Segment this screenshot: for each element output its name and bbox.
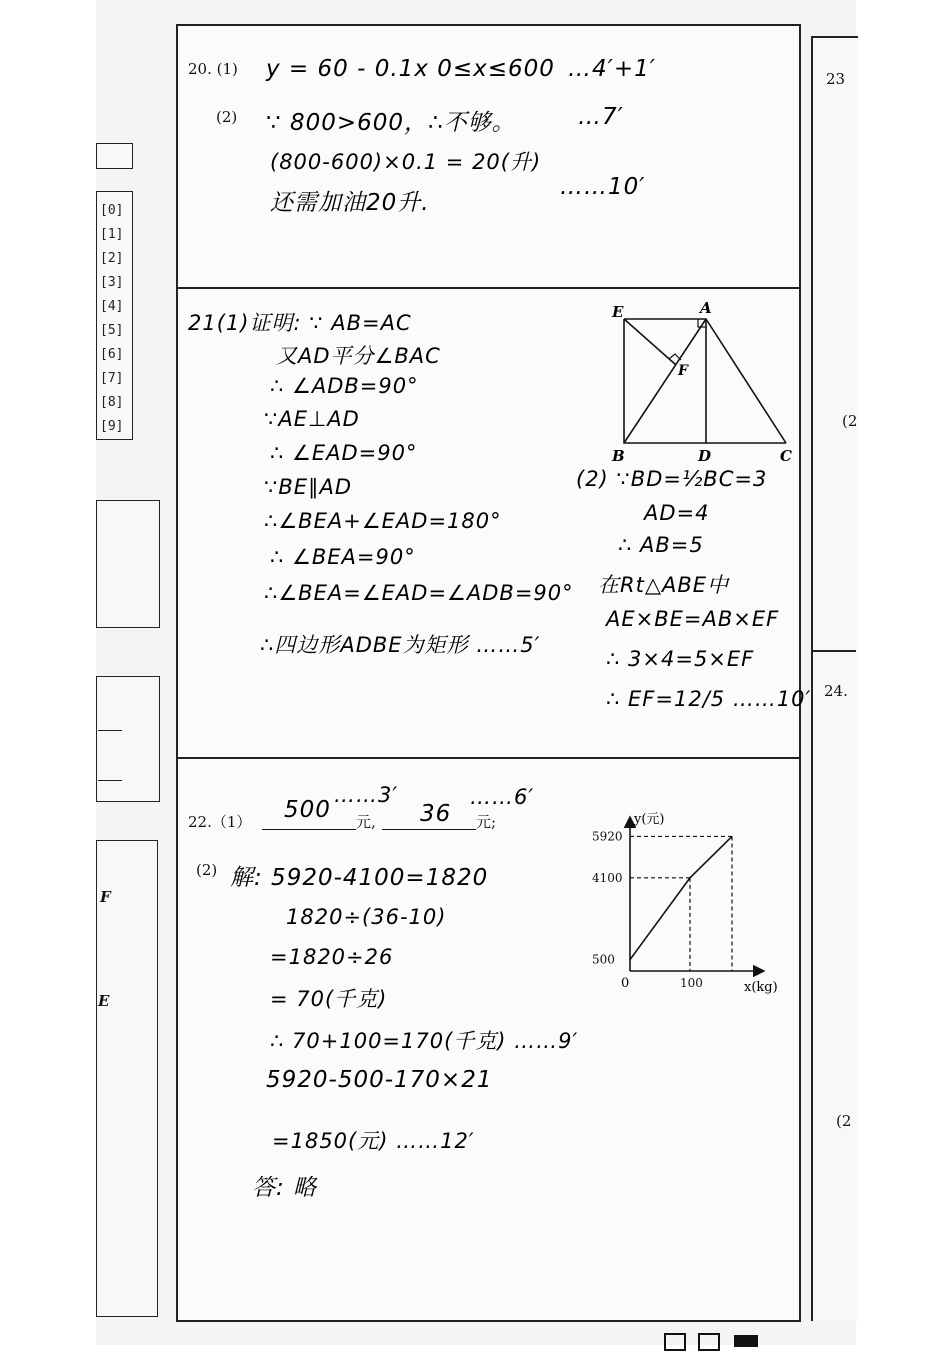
q20-line-1: y = 60 - 0.1x 0≤x≤600	[266, 56, 555, 82]
fig-label-e: E	[612, 303, 624, 321]
q21-line-10: ∴四边形ADBE为矩形 ……5′	[260, 633, 541, 657]
q22-part2-label: (2)	[196, 861, 218, 879]
q22-line-4: = 70(千克)	[270, 987, 388, 1011]
left-rule-2	[98, 780, 122, 781]
corner-marker-1	[664, 1333, 686, 1351]
q22-mark-1: ……3′	[334, 783, 399, 807]
q22-line-6: 5920-500-170×21	[266, 1067, 493, 1093]
q20-line-4: 还需加油20升.	[270, 190, 430, 216]
q21-line-1: 21(1)证明: ∵ AB=AC	[188, 311, 412, 335]
q21-part2-line-1: (2) ∵BD=½BC=3	[576, 467, 768, 491]
q20-label: 20. (1)	[188, 60, 238, 78]
q22-line-8: 答: 略	[252, 1175, 318, 1201]
corner-marker-2	[698, 1333, 720, 1351]
q22-line-1: 解: 5920-4100=1820	[230, 865, 489, 891]
bubble-6: [6]	[100, 347, 124, 362]
left-label-f: F	[100, 888, 111, 906]
fig-label-d: D	[698, 447, 712, 465]
bubble-2: [2]	[100, 251, 124, 266]
question-20	[178, 26, 799, 289]
right-label-23: 23	[826, 70, 846, 88]
right-divider	[811, 650, 856, 652]
left-box-c	[96, 840, 158, 1317]
bubble-7: [7]	[100, 371, 124, 386]
q22-line-5: ∴ 70+100=170(千克) ……9′	[270, 1029, 579, 1053]
bubble-4: [4]	[100, 299, 124, 314]
chart-origin-label: 0	[621, 976, 630, 991]
chart-series-line	[630, 836, 732, 959]
q22-blank-1	[262, 829, 356, 830]
q22-blank-2	[382, 829, 476, 830]
right-label-24: 24.	[824, 682, 848, 700]
fig-label-f: F	[678, 363, 688, 379]
chart-x-label: x(kg)	[744, 980, 778, 995]
bubble-9: [9]	[100, 419, 124, 434]
q22-line-7: =1850(元) ……12′	[272, 1129, 475, 1153]
q21-line-2: 又AD平分∠BAC	[276, 344, 441, 368]
fig-label-a: A	[700, 299, 712, 317]
q21-part2-line-6: ∴ 3×4=5×EF	[606, 647, 755, 671]
q21-line-7: ∴∠BEA+∠EAD=180°	[264, 509, 502, 533]
q21-part2-line-2: AD=4	[644, 501, 710, 525]
right-label-2b: (2	[836, 1112, 852, 1130]
chart-y-tick-label: 500	[592, 952, 615, 967]
right-label-2a: (2	[842, 412, 858, 430]
question-21	[178, 287, 812, 759]
q22-line-3: =1820÷26	[270, 945, 394, 969]
left-box-a	[96, 500, 160, 628]
left-rule-1	[98, 730, 122, 731]
fig-label-b: B	[612, 447, 625, 465]
bubble-0: [0]	[100, 203, 124, 218]
chart-y-label: y(元)	[634, 812, 665, 827]
q21-line-6: ∵BE∥AD	[264, 475, 353, 499]
chart-y-tick-label: 5920	[592, 829, 623, 844]
q20-mark-1: …4′+1′	[568, 56, 656, 82]
q20-mark-3: ……10′	[560, 174, 646, 200]
fig-label-c: C	[780, 447, 792, 465]
q21-line-3: ∴ ∠ADB=90°	[270, 374, 419, 398]
q22-answer-2: 36	[420, 801, 452, 827]
q22-price-chart	[590, 811, 790, 1001]
q21-part2-line-3: ∴ AB=5	[618, 533, 704, 557]
q22-line-2: 1820÷(36-10)	[286, 905, 447, 929]
q21-geometry-figure	[598, 295, 798, 475]
q21-line-9: ∴∠BEA=∠EAD=∠ADB=90°	[264, 581, 574, 605]
q21-part2-line-7: ∴ EF=12/5 ……10′	[606, 687, 812, 711]
q22-unit-2: 元;	[476, 813, 497, 831]
q20-part2-label: (2)	[216, 108, 238, 126]
bubble-8: [8]	[100, 395, 124, 410]
q21-line-4: ∵AE⊥AD	[264, 407, 360, 431]
q20-line-2: ∵ 800>600，∴不够。	[266, 110, 516, 136]
left-label-e: E	[98, 992, 110, 1010]
q21-line-8: ∴ ∠BEA=90°	[270, 545, 416, 569]
q22-label: 22.（1）	[188, 813, 252, 831]
question-22	[178, 759, 799, 1320]
q21-part2-line-4: 在Rt△ABE中	[598, 573, 730, 597]
left-box-top	[96, 143, 133, 169]
left-box-b	[96, 676, 160, 802]
q22-answer-1: 500	[284, 797, 331, 823]
bubble-5: [5]	[100, 323, 124, 338]
q22-mark-2: ……6′	[470, 785, 535, 809]
q20-mark-2: …7′	[578, 104, 624, 130]
q21-part2-line-5: AE×BE=AB×EF	[606, 607, 780, 631]
bubble-1: [1]	[100, 227, 124, 242]
bubble-3: [3]	[100, 275, 124, 290]
corner-marker-3	[734, 1335, 758, 1347]
q22-unit-1: 元,	[356, 813, 376, 831]
chart-x-tick-label: 100	[680, 976, 703, 990]
chart-y-tick-label: 4100	[592, 870, 623, 885]
q21-line-5: ∴ ∠EAD=90°	[270, 441, 418, 465]
main-answer-box	[176, 24, 812, 1322]
q20-line-3: (800-600)×0.1 = 20(升)	[270, 150, 542, 174]
